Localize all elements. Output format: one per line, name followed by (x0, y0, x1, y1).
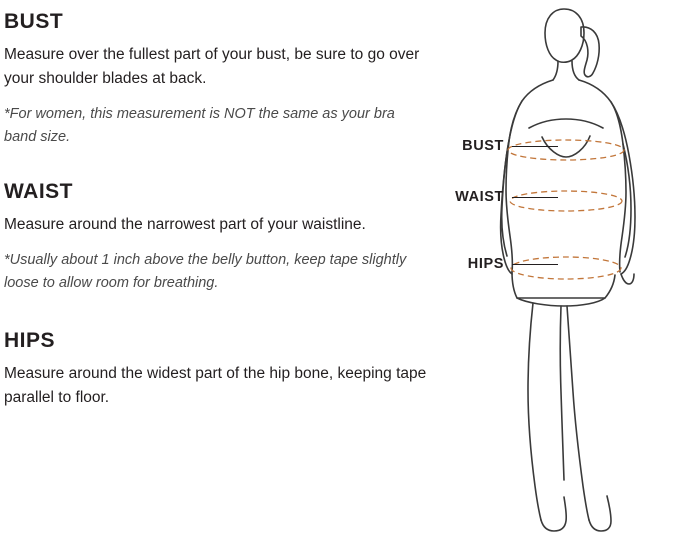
section-hips-title: HIPS (4, 328, 56, 352)
section-waist-title: WAIST (4, 179, 73, 203)
female-body-figure (409, 0, 679, 547)
section-bust-body: Measure over the fullest part of your bust, be sure to go over your shoulder blades at back. (4, 46, 420, 88)
hips-tape-line (511, 257, 621, 279)
section-waist-note: *Usually about 1 inch above the belly button, keep tape slightly loose to allow room for breathing. (4, 251, 407, 291)
body-outline-illustration (409, 0, 679, 547)
section-hips-body: Measure around the widest part of the hip bone, keeping tape parallel to floor. (4, 365, 427, 407)
section-waist (4, 180, 430, 295)
section-bust-note: *For women, this measurement is NOT the same as your bra band size. (4, 106, 395, 146)
section-hips (4, 329, 430, 410)
label-waist: WAIST (455, 189, 504, 205)
waist-tape-line (510, 191, 622, 211)
label-hips: HIPS (467, 256, 504, 272)
section-waist-body: Measure around the narrowest part of your waistline. (4, 215, 366, 233)
section-bust (4, 10, 430, 150)
instructions-column (0, 10, 430, 436)
label-bust: BUST (462, 138, 504, 154)
section-bust-title: BUST (4, 10, 64, 33)
